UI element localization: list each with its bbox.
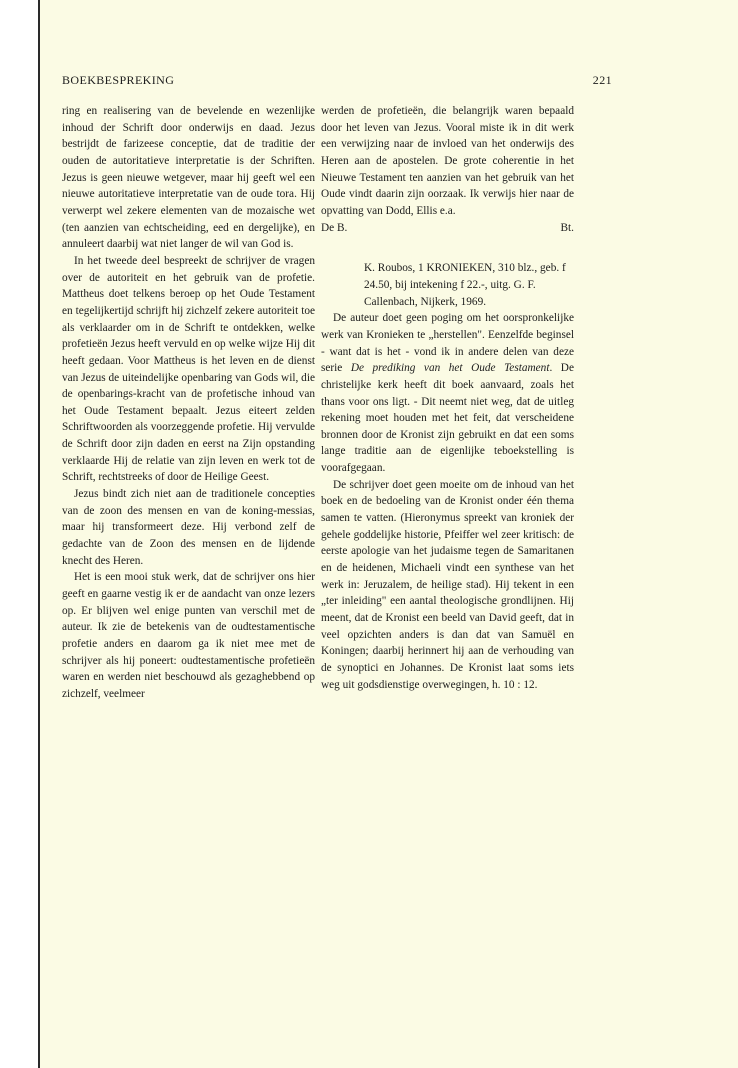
left-paragraph-4: Het is een mooi stuk werk, dat de schrijver ons hier geeft en gaarne vestig ik er de aandacht van onze lezers op. Er blijven wel enige punten van verschil met de auteur. Ik zie de betekenis van de oudtestamentische profetie anders en daarom ga ik niet mee met de schrijver als hij poneert: oudtestamentische profetieën waren en werden niet beschouwd als gezaghebbend op zichzelf, veelmeer — [62, 571, 315, 700]
page-number: 221 — [592, 73, 612, 87]
left-paragraph-3: Jezus bindt zich niet aan de traditionele concepties van de zoon des mensen en van de koning-messias, maar hij transformeert deze. Hij verbond zelf de gedachte van de Zoon des mensen en de lijdende knecht des Heren. — [62, 488, 315, 567]
left-paragraph-2: In het tweede deel bespreekt de schrijver de vragen over de autoriteit en het gebruik van de profetie. Mattheus doet telkens beroep op het Oude Testament en tegelijkertijd schrijft hij zichzelf zekere autoriteit toe als verklaarder om in de Schrift te ontdekken, welke profetieën Jezus heeft vervuld en op welke wijze Hij dit heeft gedaan. Voor Mattheus is het leven en de dienst van Jezus de uiteindelijke openbaring van Gods wil, die de openbarings-kracht van de profetische inhoud van het Oude Testament bepaalt. Jezus eiteert zelden Schriftwoorden als voorzeggende profetie. Hij vervulde de Schrift door zijn daden en eerst na Zijn opstanding verklaarde Hij de relatie van zijn leven en werk tot de Schrift, rechtstreeks of door de Heilige Geest. — [62, 254, 315, 484]
right-paragraph-1: werden de profetieën, die belangrijk waren bepaald door het leven van Jezus. Vooral miste ik in dit werk een verwijzing naar de invloed van het onderwijs des Heren aan de apostelen. De grote coherentie in het Nieuwe Testament ten aanzien van het gebruik van het Oude vindt daarin zijn oorzaak. Ik verwijs hier naar de opvatting van Dodd, Ellis e.a. — [321, 105, 574, 217]
running-header — [62, 73, 612, 93]
series-title: De prediking van het Oude Testament — [350, 362, 550, 375]
signoff-left: De B. — [321, 221, 348, 234]
right-paragraph-2-text-b: . De christelijke kerk heeft dit boek aanvaard, zoals het thans voor ons ligt. - Dit neemt niet weg, dat de uitleg rekening moet houden met het feit, dat verscheidene bronnen door de Kronist zijn gebruikt en dat een soms lange traditie aan de eigenlijke teboekstelling is voorafgegaan. — [321, 362, 574, 475]
header-title: BOEKBESPREKING — [62, 73, 175, 87]
right-paragraph-2 — [321, 310, 574, 477]
review-signoff — [321, 220, 574, 237]
left-column — [62, 103, 315, 703]
signoff-right: Bt. — [560, 221, 574, 234]
right-paragraph-3: De schrijver doet geen moeite om de inhoud van het boek en de bedoeling van de Kronist onder één thema samen te vatten. (Hieronymus spreekt van kroniek der gehele goddelijke historie, Pfeiffer wel zeer kritisch: de eerste apologie van het judaisme tegen de Samaritanen en de heidenen, Michaeli vindt een synthese van het werk in: Jeruzalem, de heilige stad). Hij tekent in een „ter inleiding" een aantal theologische grondlijnen. Hij meent, dat de Kronist een beeld van David geeft, dat in veel opzichten anders is dan dat van Samuël en Koningen; daarbij herinnert hij aan de verhouding van de synoptici en Johannes. De Kronist laat soms iets weg uit godsdienstige overwegingen, h. 10 : 12. — [321, 478, 574, 691]
left-paragraph-1: ring en realisering van de bevelende en wezenlijke inhoud der Schrift door onderwijs en daad. Jezus bestrijdt de farizeese conceptie, dat de traditie der ouden de autoritatieve interpretatie is der Schriften. Jezus is geen nieuwe wetgever, maar hij geeft wel een nieuwe autoritatieve interpretatie van de oude tora. Hij verwerpt wel zekere elementen van de mozaische wet (ten aanzien van echtscheiding, eed en dergelijke), en annuleert daarbij wat niet langer de wil van God is. — [62, 105, 315, 251]
right-column — [321, 103, 574, 693]
book-reference: K. Roubos, 1 KRONIEKEN, 310 blz., geb. f 24.50, bij intekening f 22.-, uitg. G. F. Callenbach, Nijkerk, 1969. — [364, 262, 566, 308]
right-paragraph-2-text-a: De auteur doet geen poging om het oorspronkelijke werk van Kronieken te „herstellen". Eenzelfde beginsel - want dat is het - vond ik in andere delen van deze serie — [321, 312, 574, 375]
